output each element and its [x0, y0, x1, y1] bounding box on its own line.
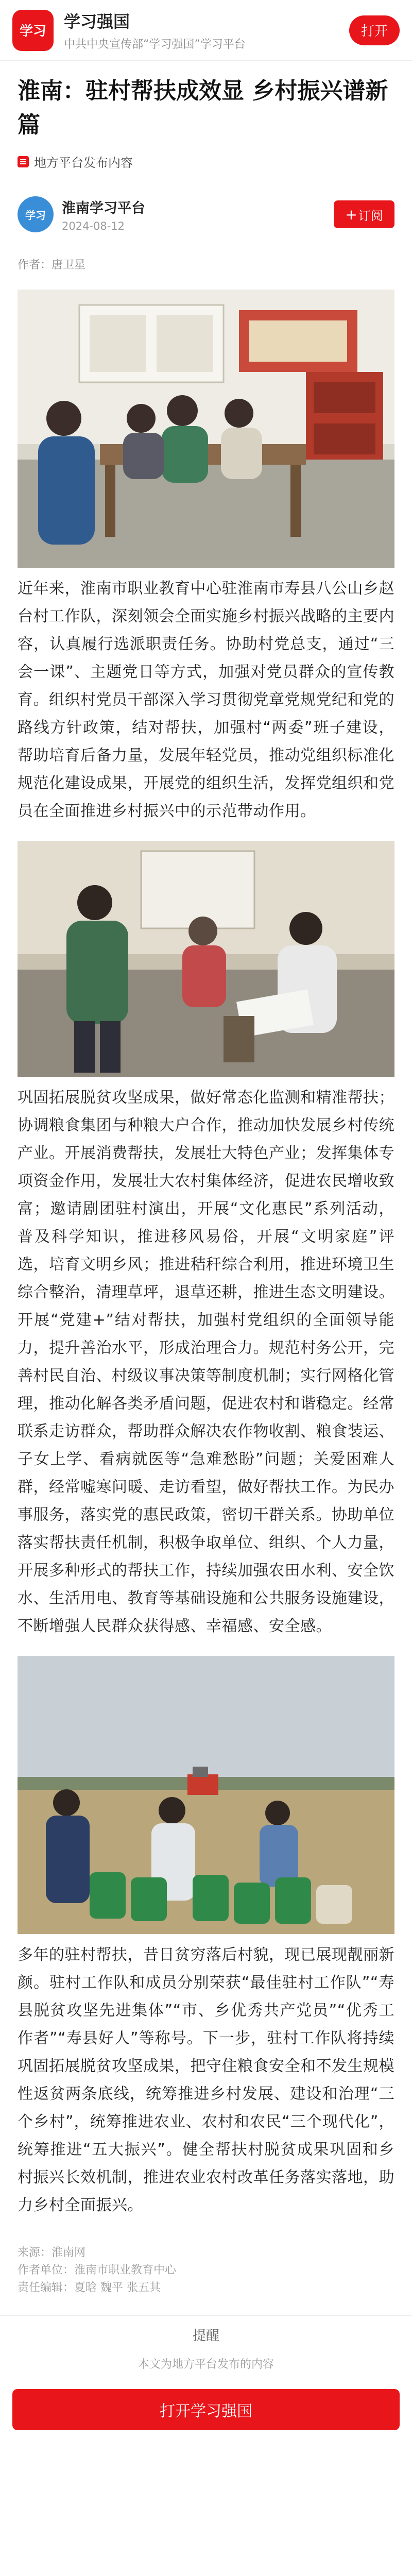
- article-paragraph: 多年的驻村帮扶，昔日贫穷落后村貌，现已展现靓丽新颜。驻村工作队和成员分别荣获“最佳驻村工作队”“寿县脱贫攻坚先进集体”“市、乡优秀共产党员”“优秀工作者”“寿县好人”等称号。下一步，驻村工作队将持续巩固拓展脱贫攻坚成果，把守住粮食安全和不发生规模性返贫两条底线，统筹推进乡村发展、建设和治理“三个乡村”，统筹推进农业、农村和农民“三个现代化”，统筹推进“五大振兴”。健全帮扶村脱贫成果巩固和乡村振兴长效机制，推进农业农村改革任务落实落地，助力乡村全面振兴。: [18, 1946, 394, 2214]
- subscribe-label: 订阅: [358, 208, 383, 223]
- article-paragraph: 近年来，淮南市职业教育中心驻淮南市寿县八公山乡赵台村工作队，深刻领会全面实施乡村振兴战略的主要内容，认真履行选派职责任务。协助村党总支，通过“三会一课”、主题党日等方式，加强对党员群众的宣传教育。组织村党员干部深入学习贯彻党章党规党纪和党的路线方针政策，结对帮扶，加强村“两委”班子建设，帮助培育后备力量，发展年轻党员，推动党组织标准化规范化建设成果，开展党的组织生活，发挥党组织和党员在全面推进乡村振兴中的示范带动作用。: [18, 580, 394, 820]
- plus-icon: +: [345, 206, 357, 223]
- app-download-bar: [0, 0, 412, 61]
- field-grain-illustration: [18, 1656, 394, 1934]
- notice-title: 提醒: [192, 2328, 219, 2344]
- app-info: [64, 9, 349, 52]
- article-meta: [18, 2244, 394, 2297]
- photo-home-visit: [18, 841, 394, 1077]
- meta-author-unit: 作者单位：淮南市职业教育中心: [18, 2264, 177, 2277]
- photo-field-grain: [18, 1656, 394, 1934]
- article: [0, 74, 412, 2297]
- photo-office-meeting: [18, 290, 394, 568]
- article-paragraph: 巩固拓展脱贫攻坚成果，做好常态化监测和精准帮扶；协调粮食集团与种粮大户合作，推动加快发展乡村传统产业。开展消费帮扶，发展壮大特色产业；发挥集体专项资金作用，发展壮大农村集体经济，促进农民增收致富；邀请剧团驻村演出，开展“文化惠民”系列活动，普及科学知识，推进移风易俗，开展“文明家庭”评选，培育文明乡风；推进秸秆综合利用，推进环境卫生综合整治，清理草坪，退草还耕，推进生态文明建设。开展“党建+”结对帮扶，加强村党组织的全面领导能力，提升善治水平，形成治理合力。规范村务公开，完善村民自治、村级议事决策等制度机制；实行网格化管理，推动化解各类矛盾问题，促进农村和谐稳定。经常联系走访群众，帮助群众解决农作物收割、粮食装运、子女上学、看病就医等“急难愁盼”问题；关爱困难人群，经常嘘寒问暖、走访看望，做好帮扶工作。为民办事服务，落实党的惠民政策，密切干群关系。协助单位落实帮扶责任机制，积极争取单位、组织、个人力量，开展多种形式的帮扶工作，持续加强农田水利、安全饮水、生活用电、教育等基础设施和公共服务设施建设，不断增强人民群众获得感、幸福感、安全感。: [18, 1089, 394, 1635]
- notice-text: 本文为地方平台发布的内容: [138, 2358, 274, 2371]
- cta-area: [0, 2371, 412, 2430]
- author-name[interactable]: 淮南学习平台: [62, 200, 145, 216]
- source-tag: [18, 152, 394, 171]
- office-meeting-illustration: [18, 290, 394, 568]
- avatar[interactable]: 学习: [18, 196, 54, 232]
- meta-source: 来源：淮南网: [18, 2246, 86, 2259]
- xuexi-logo-icon: 学习: [12, 10, 54, 51]
- subscribe-button[interactable]: [334, 200, 394, 228]
- source-label: 地方平台发布内容: [34, 156, 133, 170]
- article-title: 淮南：驻村帮扶成效显 乡村振兴谱新篇: [18, 78, 388, 138]
- open-xuexi-app-button[interactable]: 打开学习强国: [12, 2389, 400, 2430]
- author-row: [18, 196, 394, 232]
- open-app-button[interactable]: 打开: [349, 15, 400, 45]
- publish-date: 2024-08-12: [62, 219, 125, 232]
- platform-notice: [0, 2316, 412, 2371]
- app-subtitle: 中共中央宣传部“学习强国”学习平台: [64, 38, 246, 51]
- meta-editor: 责任编辑：夏晗 魏平 张五其: [18, 2281, 161, 2294]
- author-info: [62, 197, 334, 232]
- app-name: 学习强国: [64, 12, 130, 31]
- home-visit-illustration: [18, 841, 394, 1077]
- byline: 作者：唐卫星: [18, 259, 86, 272]
- document-icon: [18, 156, 29, 167]
